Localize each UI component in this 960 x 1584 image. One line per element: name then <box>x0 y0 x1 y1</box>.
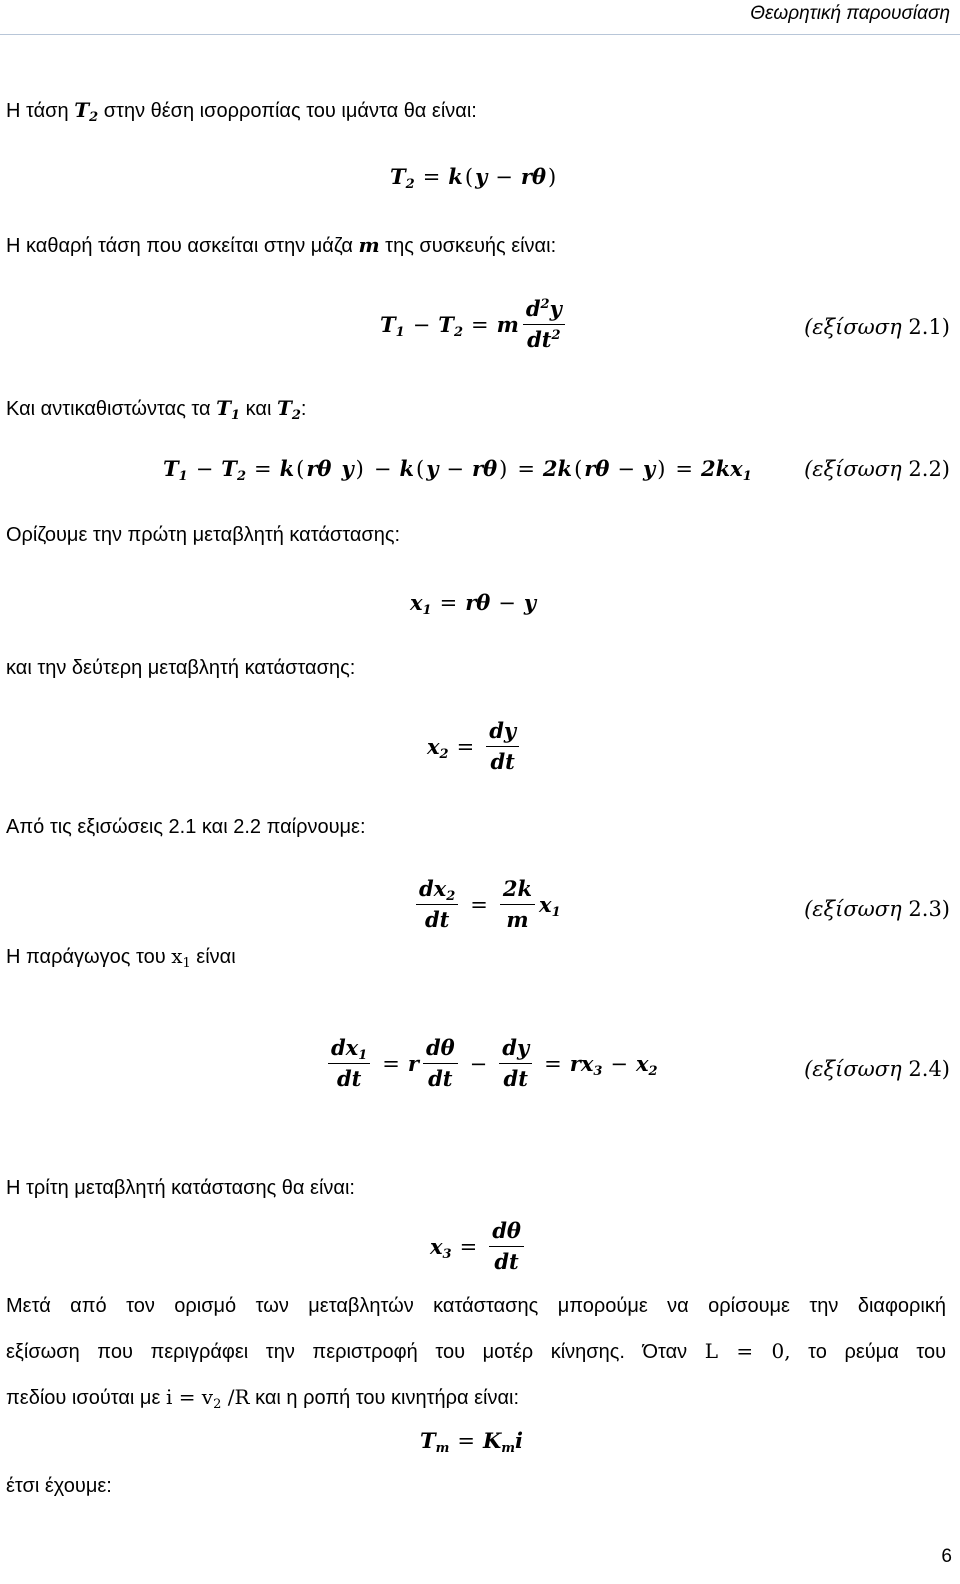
text-substituting <box>6 396 306 421</box>
page-number: 6 <box>941 1546 952 1567</box>
paragraph-line <box>6 1375 946 1421</box>
text-fragment: εξίσωση που περιγράφει την περιστροφή του μοτέρ κίνησης. Όταν <box>6 1341 705 1363</box>
text-so-we-have: έτσι έχουμε: <box>6 1475 112 1497</box>
equation-x1: $x_1$ = rθ − y <box>410 590 537 618</box>
paragraph-line: Μετά από τον ορισμό των μεταβλητών κατάστασης μπορούμε να ορίσουμε την διαφορική <box>6 1295 946 1317</box>
text-from-equations: Από τις εξισώσεις 2.1 και 2.2 παίρνουμε: <box>6 816 366 838</box>
text-fragment: στην θέση ισορροπίας του ιμάντα θα είναι: <box>98 100 477 122</box>
text-fragment: : <box>300 398 307 420</box>
text-fragment: Η καθαρή τάση που ασκείται στην μάζα <box>6 235 359 257</box>
equation-tag-2-3: (εξίσωση 2.3) <box>804 897 950 921</box>
math-symbol: L = 0, <box>704 1339 791 1363</box>
equation-tag-2-1: (εξίσωση 2.1) <box>804 315 950 339</box>
math-symbol: $T_2$ <box>276 396 301 423</box>
equation-2-1: $T_1$ − $T_2$ = m $\frac{d^2y}{dt^2}$ <box>380 294 569 355</box>
text-tension-intro <box>6 98 477 123</box>
text-fragment: και <box>240 398 277 420</box>
math-symbol: $T_1$ <box>216 396 241 423</box>
text-derivative <box>6 944 236 969</box>
text-fragment: πεδίου ισούται με <box>6 1387 166 1409</box>
math-symbol: $x_1$ <box>171 944 191 971</box>
equation-tag-2-4: (εξίσωση 2.4) <box>804 1057 950 1081</box>
paragraph-motor <box>6 1284 946 1421</box>
equation-2-2: $T_1$ − $T_2$ = k ( rθ y ) − k ( y − rθ ) = 2k ( rθ − y ) = $2kx_1$ <box>163 456 752 484</box>
equation-x3: $x_3$ = $\frac{d\theta}{dt}$ <box>430 1216 528 1277</box>
text-fragment: είναι <box>190 946 236 968</box>
text-fragment: Η παράγωγος του <box>6 946 172 968</box>
math-symbol: m <box>358 233 380 257</box>
math-symbol: $i = v_2$ /R <box>165 1385 250 1412</box>
equation-2-3: $\frac{dx_2}{dt}$ = $\frac{2k}{m}$ $x_1$ <box>412 874 561 935</box>
text-fragment: Η τάση <box>6 100 75 122</box>
equation-tm: $T_m$ = $K_mi$ <box>420 1428 524 1456</box>
equation-x2: $x_2$ = $\frac{dy}{dt}$ <box>427 716 523 777</box>
text-fragment: της συσκευής είναι: <box>379 235 557 257</box>
equation-tag-2-2: (εξίσωση 2.2) <box>804 457 950 481</box>
text-second-state: και την δεύτερη μεταβλητή κατάστασης: <box>6 657 356 679</box>
page-header <box>0 0 960 35</box>
equation-t2: $T_2$ = k ( y − rθ ) <box>390 164 557 192</box>
text-first-state: Ορίζουμε την πρώτη μεταβλητή κατάστασης: <box>6 524 401 546</box>
paragraph-line <box>6 1329 946 1375</box>
header-title: Θεωρητική παρουσίαση <box>750 3 950 24</box>
math-symbol: $T_2$ <box>74 98 99 125</box>
text-net-tension <box>6 233 556 258</box>
text-third-state: Η τρίτη μεταβλητή κατάστασης θα είναι: <box>6 1177 355 1199</box>
text-fragment: Και αντικαθιστώντας τα <box>6 398 217 420</box>
equation-2-4: $\frac{dx_1}{dt}$ = r $\frac{d\theta}{dt}$ − $\frac{dy}{dt}$ = $rx_3$ − $x_2$ <box>324 1033 658 1094</box>
text-fragment: και η ροπή του κινητήρα είναι: <box>249 1387 520 1409</box>
text-fragment: το ρεύμα του <box>790 1341 947 1363</box>
